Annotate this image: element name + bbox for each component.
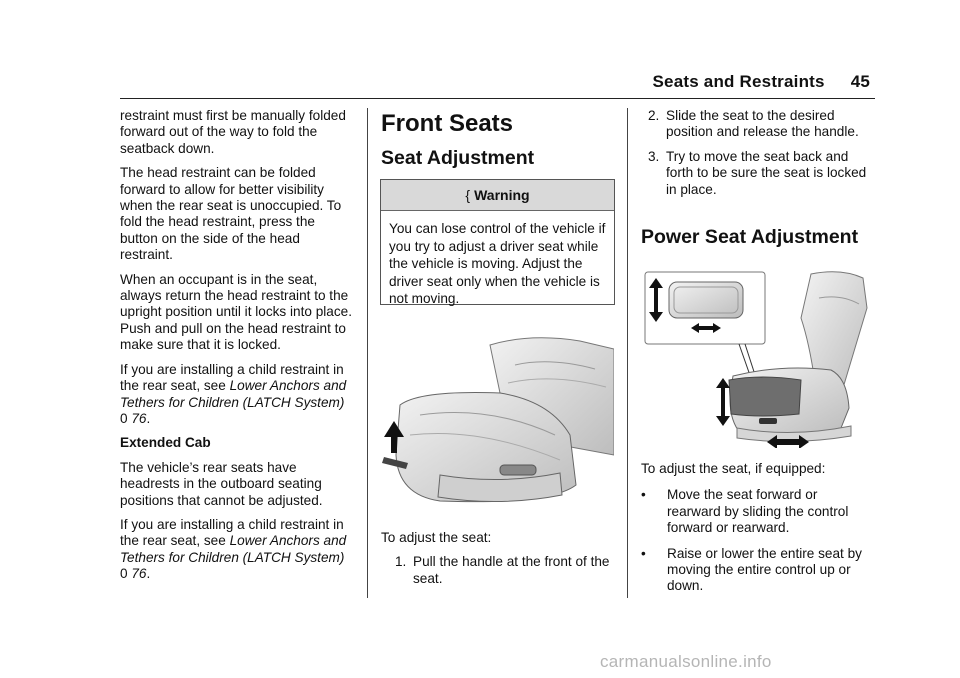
page-ref-icon: 0 bbox=[120, 566, 128, 582]
paragraph-text: If you are installing a child restraint in the rear seat, see bbox=[120, 516, 344, 549]
power-seat-heading bbox=[641, 226, 858, 249]
step-3 bbox=[641, 149, 871, 198]
bullet-item bbox=[641, 546, 873, 595]
bullet-icon: • bbox=[641, 545, 646, 561]
bullet-text: Move the seat forward or rearward by sliding the control forward or rearward. bbox=[667, 487, 849, 536]
paragraph: The head restraint can be folded forward to allow for better visibility when the rear seat is unoccupied. To fold the head restraint, press the button on the side of the head restraint. bbox=[120, 165, 342, 263]
step-1 bbox=[381, 554, 611, 587]
page-ref-number[interactable]: 76 bbox=[131, 410, 147, 426]
manual-adjust-instructions bbox=[381, 530, 611, 595]
page-title: Front Seats bbox=[381, 110, 514, 137]
step-text: Pull the handle at the front of the seat. bbox=[413, 554, 610, 586]
section-title: Power Seat Adjustment bbox=[641, 226, 859, 248]
bullet-icon: • bbox=[641, 487, 646, 503]
cross-reference-link[interactable]: Lower Anchors and Tethers for Children (LATCH System) bbox=[120, 533, 347, 565]
paragraph: If you are installing a child restraint in the rear seat, see Lower Anchors and Tethers for Children (LATCH System) 0 76. bbox=[120, 516, 347, 582]
watermark: carmanualsonline.info bbox=[600, 652, 772, 671]
step-number: 1. bbox=[395, 554, 407, 570]
step-2 bbox=[641, 108, 871, 141]
subheading: Extended Cab bbox=[120, 435, 211, 451]
paragraph: When an occupant is in the seat, always return the head restraint to the upright position until it locks into place. Push and pull on the head restraint to make sure that it is locked. bbox=[120, 271, 352, 353]
power-adjust-instructions bbox=[641, 461, 873, 604]
paragraph: The vehicle’s rear seats have headrests in the outboard seating positions that cannot be adjusted. bbox=[120, 459, 323, 508]
step-number: 2. bbox=[648, 108, 660, 123]
column-1 bbox=[120, 108, 354, 591]
section-heading bbox=[381, 147, 534, 170]
warning-header bbox=[381, 180, 614, 211]
column-2 bbox=[381, 110, 617, 138]
warning-text: You can lose control of the vehicle if you try to adjust a driver seat while the vehicle is moving. Adjust the driver seat only when the vehicle is not moving. bbox=[389, 221, 606, 307]
running-header bbox=[653, 72, 871, 92]
page-ref-number[interactable]: 76 bbox=[131, 566, 147, 582]
paragraph: If you are installing a child restraint in the rear seat, see Lower Anchors and Tethers for Children (LATCH System) 0 76. bbox=[120, 361, 347, 426]
column-divider-1 bbox=[367, 108, 368, 598]
section-title: Seat Adjustment bbox=[381, 147, 535, 169]
warning-title: Warning bbox=[474, 187, 530, 203]
intro-text: To adjust the seat, if equipped: bbox=[641, 461, 826, 476]
bullet-item bbox=[641, 487, 873, 536]
paragraph: restraint must first be manually folded forward out of the way to fold the seatback down. bbox=[120, 108, 346, 156]
warning-icon: { bbox=[465, 187, 471, 203]
page-number: 45 bbox=[850, 72, 870, 91]
intro-text: To adjust the seat: bbox=[381, 530, 492, 545]
manual-seat-illustration bbox=[380, 335, 614, 513]
page-ref-icon: 0 bbox=[120, 410, 128, 426]
power-seat-illustration bbox=[641, 268, 871, 448]
header-rule bbox=[120, 98, 875, 99]
cross-reference-link[interactable]: Lower Anchors and Tethers for Children (LATCH System) bbox=[120, 378, 347, 410]
step-text: Slide the seat to the desired position and release the handle. bbox=[666, 108, 859, 140]
warning-box bbox=[380, 179, 615, 305]
step-number: 3. bbox=[648, 148, 660, 164]
column-divider-2 bbox=[627, 108, 628, 598]
column-3 bbox=[641, 108, 871, 206]
bullet-text: Raise or lower the entire seat by moving the entire control up or down. bbox=[667, 545, 862, 594]
step-text: Try to move the seat back and forth to be sure the seat is locked in place. bbox=[666, 148, 867, 197]
paragraph-text: If you are installing a child restraint in the rear seat, see bbox=[120, 361, 344, 394]
section-title: Seats and Restraints bbox=[652, 72, 825, 91]
